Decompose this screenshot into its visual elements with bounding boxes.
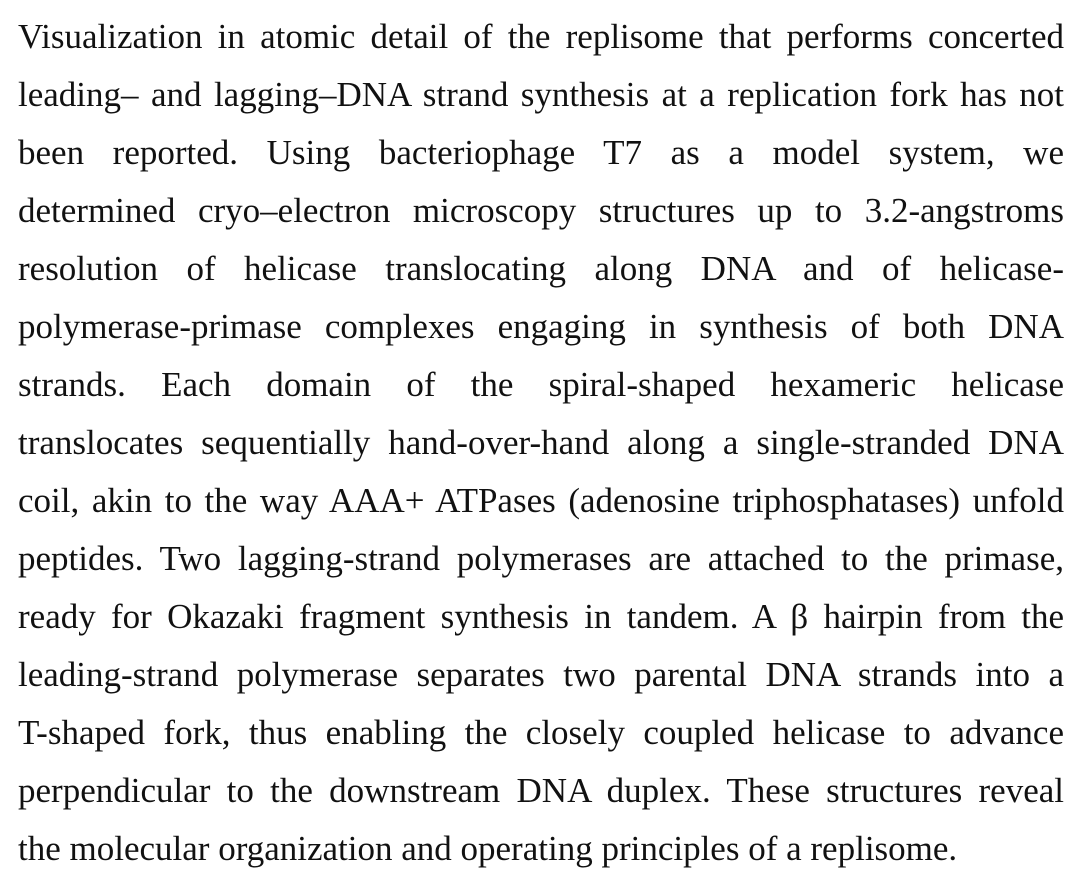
abstract-line-1: Visualization in atomic detail of the replisome that performs concerted bbox=[18, 17, 1064, 56]
abstract-line-11: ready for Okazaki fragment synthesis in tandem. A β hairpin from the bbox=[18, 597, 1064, 636]
abstract-line-14: perpendicular to the downstream DNA duplex. These structures reveal bbox=[18, 771, 1064, 810]
abstract-paragraph bbox=[18, 8, 1064, 878]
abstract-line-4: determined cryo–electron microscopy structures up to 3.2-angstroms bbox=[18, 191, 1064, 230]
abstract-line-12: leading-strand polymerase separates two parental DNA strands into a bbox=[18, 655, 1064, 694]
abstract-line-6: polymerase-primase complexes engaging in synthesis of both DNA bbox=[18, 307, 1064, 346]
abstract-line-3: been reported. Using bacteriophage T7 as a model system, we bbox=[18, 133, 1064, 172]
abstract-line-2: leading– and lagging–DNA strand synthesis at a replication fork has not bbox=[18, 75, 1064, 114]
abstract-line-7: strands. Each domain of the spiral-shaped hexameric helicase bbox=[18, 365, 1064, 404]
abstract-line-10: peptides. Two lagging-strand polymerases are attached to the primase, bbox=[18, 539, 1064, 578]
abstract-line-5: resolution of helicase translocating along DNA and of helicase- bbox=[18, 249, 1064, 288]
abstract-line-8: translocates sequentially hand-over-hand along a single-stranded DNA bbox=[18, 423, 1064, 462]
abstract-line-9: coil, akin to the way AAA+ ATPases (adenosine triphosphatases) unfold bbox=[18, 481, 1064, 520]
abstract-line-13: T-shaped fork, thus enabling the closely coupled helicase to advance bbox=[18, 713, 1064, 752]
abstract-line-15: the molecular organization and operating principles of a replisome. bbox=[18, 829, 958, 868]
